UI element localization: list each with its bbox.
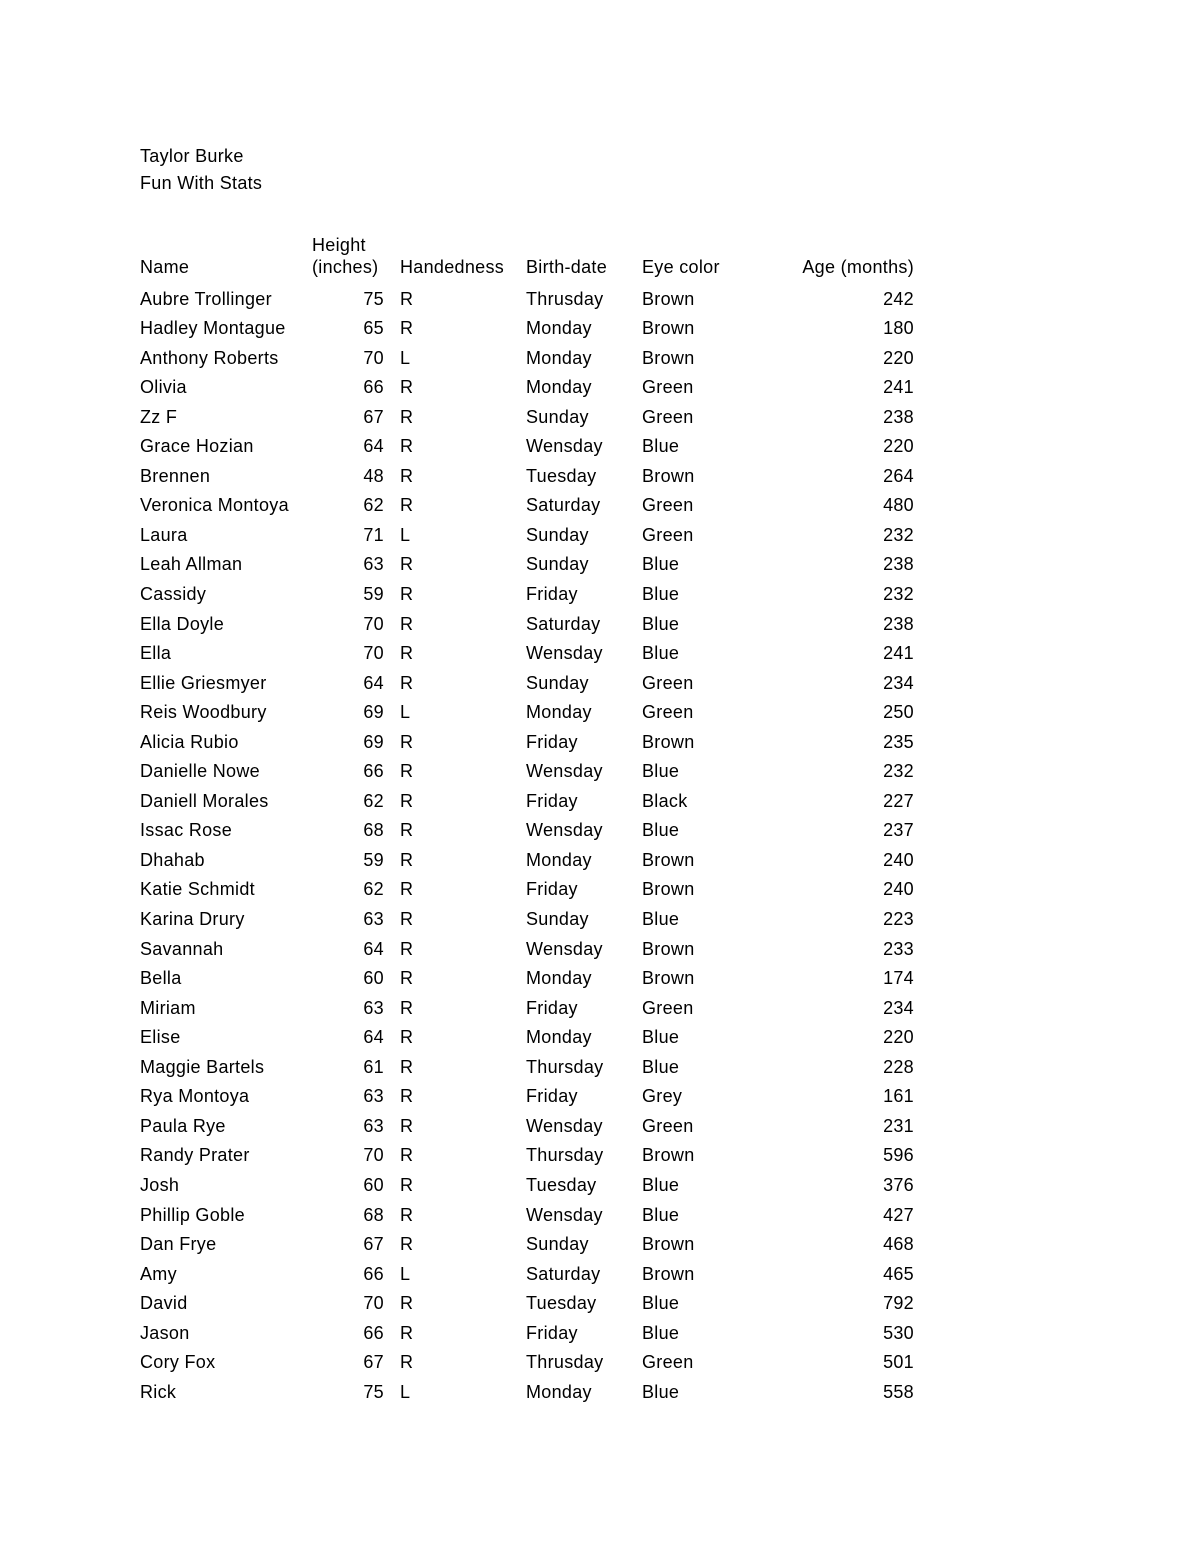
cell-age: 232	[883, 584, 914, 605]
cell-age: 231	[883, 1115, 914, 1136]
table-row	[140, 1019, 914, 1049]
cell-age: 235	[883, 731, 914, 752]
cell-birthdate: Monday	[526, 1027, 592, 1048]
cell-handedness: R	[400, 318, 414, 339]
cell-handedness: R	[400, 1174, 414, 1195]
cell-height: 62	[363, 879, 384, 900]
cell-eye-color: Brown	[642, 731, 695, 752]
cell-eye-color: Blue	[642, 1056, 680, 1077]
author-name: Taylor Burke	[140, 146, 244, 166]
stats-table	[140, 226, 914, 1403]
cell-name: Randy Prater	[140, 1145, 250, 1166]
cell-age: 596	[883, 1145, 914, 1166]
cell-birthdate: Friday	[526, 997, 578, 1018]
cell-birthdate: Tuesday	[526, 1174, 597, 1195]
cell-age: 227	[883, 790, 914, 811]
cell-handedness: L	[400, 1381, 411, 1402]
cell-eye-color: Blue	[642, 584, 680, 605]
cell-handedness: R	[400, 968, 414, 989]
cell-birthdate: Wensday	[526, 643, 603, 664]
cell-handedness: R	[400, 790, 414, 811]
table-row	[140, 457, 914, 487]
cell-birthdate: Friday	[526, 731, 578, 752]
cell-name: Maggie Bartels	[140, 1056, 265, 1077]
cell-birthdate: Thrusday	[526, 1352, 604, 1373]
cell-handedness: R	[400, 820, 414, 841]
header-height-top: Height	[312, 235, 366, 255]
table-row	[140, 723, 914, 753]
cell-age: 233	[883, 938, 914, 959]
cell-name: Grace Hozian	[140, 436, 254, 457]
table-row	[140, 310, 914, 340]
cell-birthdate: Wensday	[526, 436, 603, 457]
cell-eye-color: Blue	[642, 1322, 680, 1343]
cell-age: 240	[883, 879, 914, 900]
cell-height: 60	[363, 968, 384, 989]
header-height-bottom: (inches)	[312, 257, 379, 277]
cell-name: Cassidy	[140, 584, 207, 605]
cell-height: 48	[363, 465, 384, 486]
cell-birthdate: Friday	[526, 790, 578, 811]
cell-eye-color: Brown	[642, 465, 695, 486]
cell-name: Ella Doyle	[140, 613, 225, 634]
cell-handedness: R	[400, 1145, 414, 1166]
table-row	[140, 1166, 914, 1196]
cell-age: 465	[883, 1263, 914, 1284]
table-row	[140, 605, 914, 635]
table-row	[140, 1344, 914, 1374]
cell-birthdate: Friday	[526, 584, 578, 605]
cell-eye-color: Brown	[642, 288, 695, 309]
cell-eye-color: Brown	[642, 1145, 695, 1166]
cell-birthdate: Thursday	[526, 1145, 604, 1166]
cell-name: Zz F	[140, 406, 178, 427]
cell-name: Alicia Rubio	[140, 731, 239, 752]
cell-eye-color: Blue	[642, 1381, 680, 1402]
cell-height: 64	[363, 672, 384, 693]
cell-age: 427	[883, 1204, 914, 1225]
cell-eye-color: Brown	[642, 318, 695, 339]
cell-height: 59	[363, 849, 384, 870]
header-name: Name	[140, 257, 190, 277]
cell-name: Katie Schmidt	[140, 879, 255, 900]
cell-handedness: L	[400, 347, 411, 368]
cell-birthdate: Friday	[526, 1086, 578, 1107]
cell-height: 69	[363, 731, 384, 752]
cell-name: Hadley Montague	[140, 318, 286, 339]
cell-age: 480	[883, 495, 914, 516]
cell-name: David	[140, 1293, 188, 1314]
cell-age: 232	[883, 761, 914, 782]
cell-handedness: R	[400, 1027, 414, 1048]
cell-birthdate: Saturday	[526, 613, 601, 634]
cell-age: 223	[883, 909, 914, 930]
cell-height: 59	[363, 584, 384, 605]
cell-age: 250	[883, 702, 914, 723]
cell-eye-color: Blue	[642, 643, 680, 664]
cell-name: Reis Woodbury	[140, 702, 267, 723]
cell-eye-color: Blue	[642, 613, 680, 634]
cell-eye-color: Brown	[642, 968, 695, 989]
cell-age: 220	[883, 347, 914, 368]
cell-birthdate: Tuesday	[526, 465, 597, 486]
cell-handedness: R	[400, 1056, 414, 1077]
table-row	[140, 989, 914, 1019]
cell-height: 70	[363, 613, 384, 634]
cell-age: 220	[883, 1027, 914, 1048]
cell-height: 71	[363, 524, 384, 545]
cell-name: Dhahab	[140, 849, 205, 870]
cell-handedness: L	[400, 524, 411, 545]
cell-height: 66	[363, 1322, 384, 1343]
cell-height: 75	[363, 1381, 384, 1402]
table-row	[140, 1285, 914, 1315]
cell-handedness: R	[400, 643, 414, 664]
cell-age: 468	[883, 1234, 914, 1255]
cell-handedness: R	[400, 465, 414, 486]
cell-height: 67	[363, 1234, 384, 1255]
cell-eye-color: Blue	[642, 1027, 680, 1048]
table-row	[140, 1196, 914, 1226]
cell-handedness: R	[400, 672, 414, 693]
cell-birthdate: Monday	[526, 377, 592, 398]
cell-birthdate: Thrusday	[526, 288, 604, 309]
cell-birthdate: Monday	[526, 347, 592, 368]
table-row	[140, 694, 914, 724]
table-body	[140, 280, 914, 1403]
cell-age: 530	[883, 1322, 914, 1343]
cell-height: 63	[363, 1115, 384, 1136]
table-row	[140, 398, 914, 428]
cell-age: 180	[883, 318, 914, 339]
cell-birthdate: Monday	[526, 318, 592, 339]
header-birthdate: Birth-date	[526, 257, 608, 277]
cell-handedness: R	[400, 1293, 414, 1314]
cell-birthdate: Monday	[526, 1381, 592, 1402]
table-row	[140, 841, 914, 871]
cell-name: Ella	[140, 643, 172, 664]
cell-eye-color: Green	[642, 495, 694, 516]
cell-name: Josh	[140, 1174, 180, 1195]
cell-handedness: R	[400, 731, 414, 752]
table-row	[140, 1314, 914, 1344]
cell-birthdate: Sunday	[526, 524, 589, 545]
cell-eye-color: Blue	[642, 554, 680, 575]
cell-birthdate: Saturday	[526, 495, 601, 516]
cell-age: 238	[883, 406, 914, 427]
cell-handedness: R	[400, 1322, 414, 1343]
cell-age: 220	[883, 436, 914, 457]
cell-age: 174	[883, 968, 914, 989]
cell-birthdate: Thursday	[526, 1056, 604, 1077]
cell-name: Jason	[140, 1322, 190, 1343]
table-row	[140, 428, 914, 458]
cell-age: 234	[883, 672, 914, 693]
cell-height: 63	[363, 909, 384, 930]
cell-birthdate: Wensday	[526, 1115, 603, 1136]
cell-height: 63	[363, 997, 384, 1018]
cell-age: 792	[883, 1293, 914, 1314]
table-row	[140, 664, 914, 694]
cell-handedness: R	[400, 554, 414, 575]
cell-eye-color: Brown	[642, 879, 695, 900]
cell-age: 558	[883, 1381, 914, 1402]
cell-age: 228	[883, 1056, 914, 1077]
cell-name: Cory Fox	[140, 1352, 216, 1373]
cell-eye-color: Blue	[642, 1204, 680, 1225]
cell-height: 64	[363, 436, 384, 457]
cell-name: Leah Allman	[140, 554, 243, 575]
cell-name: Ellie Griesmyer	[140, 672, 267, 693]
cell-height: 63	[363, 554, 384, 575]
cell-handedness: R	[400, 288, 414, 309]
table-row	[140, 871, 914, 901]
table-row	[140, 812, 914, 842]
cell-eye-color: Green	[642, 377, 694, 398]
cell-birthdate: Monday	[526, 702, 592, 723]
cell-height: 61	[363, 1056, 384, 1077]
cell-age: 234	[883, 997, 914, 1018]
cell-eye-color: Blue	[642, 1174, 680, 1195]
cell-age: 237	[883, 820, 914, 841]
header-row	[140, 226, 914, 280]
table-row	[140, 1255, 914, 1285]
cell-handedness: R	[400, 1115, 414, 1136]
table-row	[140, 900, 914, 930]
table-row	[140, 280, 914, 310]
table-row	[140, 369, 914, 399]
table-row	[140, 1137, 914, 1167]
cell-birthdate: Wensday	[526, 938, 603, 959]
cell-handedness: R	[400, 938, 414, 959]
cell-age: 238	[883, 554, 914, 575]
cell-handedness: R	[400, 1352, 414, 1373]
cell-handedness: R	[400, 1204, 414, 1225]
cell-age: 241	[883, 643, 914, 664]
cell-height: 67	[363, 1352, 384, 1373]
cell-age: 238	[883, 613, 914, 634]
cell-handedness: L	[400, 1263, 411, 1284]
table-row	[140, 1048, 914, 1078]
table-row	[140, 575, 914, 605]
cell-name: Laura	[140, 524, 188, 545]
cell-name: Rick	[140, 1381, 177, 1402]
cell-height: 60	[363, 1174, 384, 1195]
cell-handedness: R	[400, 761, 414, 782]
cell-handedness: R	[400, 406, 414, 427]
cell-eye-color: Brown	[642, 938, 695, 959]
cell-eye-color: Green	[642, 1352, 694, 1373]
cell-birthdate: Sunday	[526, 672, 589, 693]
cell-eye-color: Green	[642, 997, 694, 1018]
cell-height: 69	[363, 702, 384, 723]
cell-height: 75	[363, 288, 384, 309]
cell-eye-color: Green	[642, 702, 694, 723]
cell-birthdate: Wensday	[526, 1204, 603, 1225]
table-row	[140, 1226, 914, 1256]
table-row	[140, 1107, 914, 1137]
cell-name: Danielle Nowe	[140, 761, 260, 782]
cell-birthdate: Sunday	[526, 406, 589, 427]
cell-height: 63	[363, 1086, 384, 1107]
table-row	[140, 753, 914, 783]
cell-name: Brennen	[140, 465, 211, 486]
cell-name: Miriam	[140, 997, 196, 1018]
cell-birthdate: Wensday	[526, 820, 603, 841]
cell-height: 64	[363, 1027, 384, 1048]
cell-height: 70	[363, 1145, 384, 1166]
cell-height: 70	[363, 1293, 384, 1314]
cell-height: 70	[363, 347, 384, 368]
header-height	[312, 226, 384, 280]
cell-birthdate: Monday	[526, 968, 592, 989]
cell-name: Amy	[140, 1263, 177, 1284]
cell-name: Dan Frye	[140, 1234, 217, 1255]
cell-age: 240	[883, 849, 914, 870]
table-row	[140, 960, 914, 990]
cell-eye-color: Green	[642, 524, 694, 545]
header-age: Age (months)	[802, 257, 914, 277]
cell-handedness: R	[400, 849, 414, 870]
table-row	[140, 516, 914, 546]
cell-name: Olivia	[140, 377, 187, 398]
cell-handedness: R	[400, 1086, 414, 1107]
cell-height: 66	[363, 377, 384, 398]
cell-height: 65	[363, 318, 384, 339]
cell-age: 242	[883, 288, 914, 309]
cell-height: 68	[363, 1204, 384, 1225]
cell-eye-color: Blue	[642, 820, 680, 841]
cell-birthdate: Wensday	[526, 761, 603, 782]
cell-birthdate: Tuesday	[526, 1293, 597, 1314]
cell-age: 376	[883, 1174, 914, 1195]
cell-height: 62	[363, 790, 384, 811]
cell-age: 161	[883, 1086, 914, 1107]
cell-name: Daniell Morales	[140, 790, 269, 811]
cell-eye-color: Blue	[642, 436, 680, 457]
table-row	[140, 635, 914, 665]
cell-height: 67	[363, 406, 384, 427]
cell-eye-color: Green	[642, 672, 694, 693]
cell-eye-color: Blue	[642, 761, 680, 782]
cell-name: Veronica Montoya	[140, 495, 289, 516]
cell-handedness: R	[400, 495, 414, 516]
cell-handedness: R	[400, 997, 414, 1018]
cell-eye-color: Brown	[642, 849, 695, 870]
table-row	[140, 487, 914, 517]
cell-birthdate: Monday	[526, 849, 592, 870]
table-row	[140, 930, 914, 960]
cell-name: Rya Montoya	[140, 1086, 250, 1107]
cell-age: 264	[883, 465, 914, 486]
cell-eye-color: Blue	[642, 909, 680, 930]
cell-eye-color: Brown	[642, 347, 695, 368]
table-row	[140, 339, 914, 369]
header-handedness: Handedness	[400, 257, 505, 277]
cell-name: Savannah	[140, 938, 224, 959]
cell-name: Phillip Goble	[140, 1204, 245, 1225]
cell-birthdate: Friday	[526, 879, 578, 900]
cell-birthdate: Friday	[526, 1322, 578, 1343]
cell-name: Issac Rose	[140, 820, 233, 841]
table-row	[140, 546, 914, 576]
cell-height: 66	[363, 1263, 384, 1284]
cell-eye-color: Grey	[642, 1086, 683, 1107]
cell-birthdate: Saturday	[526, 1263, 601, 1284]
cell-age: 232	[883, 524, 914, 545]
cell-birthdate: Sunday	[526, 554, 589, 575]
cell-eye-color: Green	[642, 1115, 694, 1136]
cell-handedness: R	[400, 1234, 414, 1255]
cell-age: 241	[883, 377, 914, 398]
cell-name: Bella	[140, 968, 182, 989]
cell-handedness: R	[400, 584, 414, 605]
cell-name: Karina Drury	[140, 909, 245, 930]
table-header	[140, 226, 914, 280]
cell-eye-color: Blue	[642, 1293, 680, 1314]
cell-height: 64	[363, 938, 384, 959]
cell-eye-color: Brown	[642, 1234, 695, 1255]
cell-name: Paula Rye	[140, 1115, 226, 1136]
header-eye-color: Eye color	[642, 257, 720, 277]
cell-height: 66	[363, 761, 384, 782]
cell-age: 501	[883, 1352, 914, 1373]
cell-height: 62	[363, 495, 384, 516]
cell-handedness: L	[400, 702, 411, 723]
cell-name: Elise	[140, 1027, 181, 1048]
cell-birthdate: Sunday	[526, 1234, 589, 1255]
document-title: Fun With Stats	[140, 173, 263, 193]
cell-eye-color: Black	[642, 790, 688, 811]
cell-handedness: R	[400, 879, 414, 900]
table-row	[140, 1078, 914, 1108]
cell-eye-color: Brown	[642, 1263, 695, 1284]
cell-height: 68	[363, 820, 384, 841]
cell-handedness: R	[400, 909, 414, 930]
cell-name: Anthony Roberts	[140, 347, 279, 368]
cell-name: Aubre Trollinger	[140, 288, 272, 309]
cell-birthdate: Sunday	[526, 909, 589, 930]
cell-handedness: R	[400, 377, 414, 398]
table-row	[140, 1373, 914, 1403]
cell-eye-color: Green	[642, 406, 694, 427]
table-row	[140, 782, 914, 812]
cell-height: 70	[363, 643, 384, 664]
cell-handedness: R	[400, 436, 414, 457]
cell-handedness: R	[400, 613, 414, 634]
